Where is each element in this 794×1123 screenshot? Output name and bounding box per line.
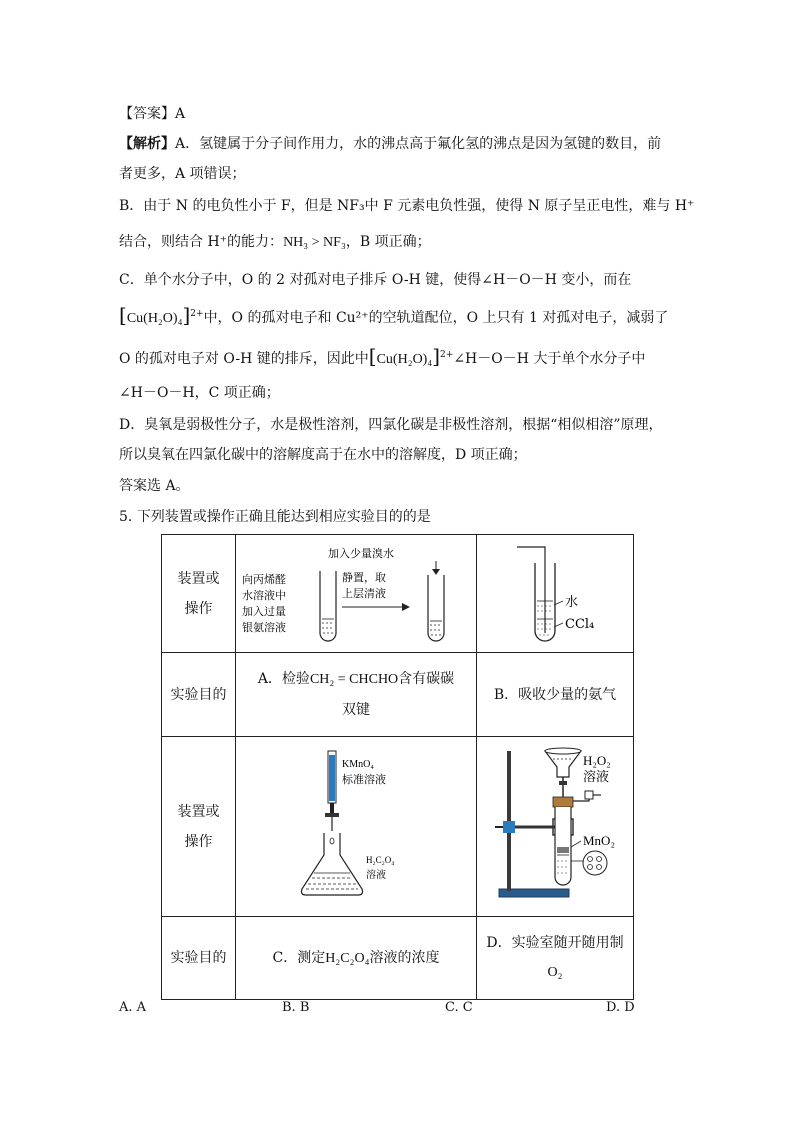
answer-line	[119, 104, 185, 124]
fig-d-sol-label: 溶液	[583, 770, 610, 785]
question-stem: 下列装置或操作正确且能达到相应实验目的的是	[136, 509, 431, 525]
fig-c-sol-label: 溶液	[366, 870, 386, 881]
fig-d-mno2-label: MnO₂	[583, 833, 615, 848]
figure-b-cell	[477, 535, 634, 653]
bracket-open-2: [	[368, 344, 377, 368]
c-line2-suffix: 中，O 的孤对电子和 Cu²⁺的空轨道配位，O 上只有 1 对孤对电子，减弱了	[203, 310, 669, 326]
table-row-setup-2	[162, 737, 634, 917]
fig-b-ccl4-label: CCl₄	[565, 617, 595, 632]
figure-b-diagram	[477, 535, 633, 648]
table-row-purpose-1	[162, 653, 634, 737]
option-d[interactable]: D. D	[606, 1000, 635, 1015]
arrow-right-icon	[402, 603, 410, 611]
analysis-c-line2	[119, 304, 668, 329]
fig-c-kmno4-label: KMnO₄	[342, 759, 374, 770]
purpose-c-suffix: 溶液的浓度	[369, 949, 440, 966]
option-a[interactable]: A. A	[119, 1000, 147, 1015]
row-label-setup-2	[162, 737, 236, 917]
analysis-a-line2: 者更多，A 项错误；	[119, 166, 246, 182]
purpose-c-cell	[236, 917, 477, 1000]
figure-a-diagram	[236, 535, 476, 648]
fig-a-left-line3: 加入过量	[242, 605, 286, 618]
fig-a-left-line2: 水溶液中	[242, 589, 286, 602]
question-number: 5.	[119, 509, 133, 525]
fig-d-h2o2-label: H₂O₂	[583, 753, 611, 768]
purpose-d-line1: D．实验室随开随用制	[486, 935, 624, 951]
analysis-c-line1: C．单个水分子中，O 的 2 对孤对电子排斥 O-H 键，使得∠H－O－H 变小，而在	[119, 272, 632, 288]
particle-magnifier-icon	[571, 851, 607, 875]
analysis-d-line2: 所以臭氧在四氯化碳中的溶解度高于在水中的溶解度，D 项正确；	[119, 447, 527, 463]
question-table	[161, 534, 634, 1000]
table-row-setup-1	[162, 535, 634, 653]
analysis-conclusion: 答案选 A。	[119, 478, 190, 494]
analysis-a-text1: A．氢键属于分子间作用力，水的沸点高于氟化氢的沸点是因为氢键的数目，前	[175, 136, 662, 152]
purpose-c-formula: H₂C₂O₄	[325, 950, 370, 966]
fig-a-left-line4: 银氨溶液	[242, 621, 286, 634]
fig-a-top-label: 加入少量溴水	[328, 547, 394, 560]
b-line2-suffix: ，B 项正确；	[345, 234, 431, 250]
purpose-a-prefix: A．检验	[257, 671, 310, 687]
answer-label: 【答案】	[119, 106, 175, 122]
reaction-tube	[555, 807, 571, 885]
c-line3-prefix: O 的孤对电子对 O-H 键的排斥，因此中	[119, 351, 369, 367]
purpose-d-cell	[477, 917, 634, 1000]
fig-a-mid-line1: 静置，取	[342, 571, 386, 584]
purpose-a-line2: 双键	[342, 702, 370, 718]
figure-d-cell	[477, 737, 634, 917]
purpose-a-suffix: 含有碳碳	[398, 671, 455, 687]
c-line3-suffix: ∠H－O－H 大于单个水分子中	[453, 351, 646, 367]
bracket-close-2: ]	[432, 344, 441, 368]
analysis-label: 【解析】	[119, 136, 175, 152]
fig-c-h2c2o4-label: H₂C₂O₄	[366, 855, 395, 865]
option-b[interactable]: B. B	[282, 1000, 310, 1015]
fig-b-water-label: 水	[565, 595, 579, 610]
row-label-purpose-2: 实验目的	[162, 917, 236, 1000]
row-label-setup-2-text: 装置或操作	[177, 803, 220, 850]
figure-a-cell	[236, 535, 477, 653]
analysis-c-line3	[119, 345, 645, 370]
figure-c-diagram	[236, 737, 476, 912]
figure-c-cell	[236, 737, 477, 917]
c-charge-2: 2+	[440, 350, 454, 360]
purpose-a-line1	[236, 664, 476, 695]
question-stem-line	[119, 507, 431, 527]
purpose-a-formula: CH₂ = CHCHO	[309, 672, 399, 687]
analysis-a-line1	[119, 134, 661, 154]
rubber-stopper	[553, 797, 573, 807]
purpose-a-cell	[236, 653, 477, 737]
test-tube-right	[428, 575, 444, 641]
analysis-d-line1: D．臭氧是弱极性分子，水是极性溶剂，四氯化碳是非极性溶剂，根据“相似相溶”原理，	[119, 417, 663, 433]
answer-value: A	[175, 106, 186, 122]
row-label-setup-1	[162, 535, 236, 653]
row-label-purpose-1: 实验目的	[162, 653, 236, 737]
bracket-close: ]	[182, 303, 191, 327]
purpose-c-prefix: C．测定	[272, 949, 326, 966]
drop-icon	[330, 838, 334, 844]
c-complex: Cu(H₂O)₄	[126, 311, 183, 326]
row-label-setup-1-text: 装置或操作	[177, 570, 220, 617]
purpose-b-cell: B．吸收少量的氨气	[477, 653, 634, 737]
bracket-open: [	[119, 303, 127, 327]
c-charge: 2+	[190, 309, 204, 319]
c-complex-2: Cu(H₂O)₄	[376, 352, 433, 367]
b-line2-prefix: 结合，则结合 H⁺的能力：	[119, 234, 284, 250]
option-c[interactable]: C. C	[445, 1000, 473, 1015]
fig-c-std-label: 标准溶液	[342, 773, 386, 786]
test-tube-left	[320, 571, 336, 641]
b-formula: NH₃ > NF₃	[283, 235, 346, 250]
burette	[325, 751, 339, 831]
table-row-purpose-2	[162, 917, 634, 1000]
gas-outlet	[569, 791, 601, 801]
figure-d-diagram	[477, 737, 633, 912]
analysis-b-line1: B．由于 N 的电负性小于 F，但是 NF₃中 F 元素电负性强，使得 N 原子呈正电性，难与 H⁺	[119, 198, 695, 214]
fig-a-left-line1: 向丙烯醛	[242, 573, 286, 586]
fig-a-mid-line2: 上层清液	[342, 587, 386, 600]
analysis-b-line2	[119, 232, 431, 253]
answer-options	[119, 1000, 639, 1020]
purpose-d-line2: O₂	[547, 965, 563, 980]
analysis-c-line4: ∠H－O－H，C 项正确；	[119, 385, 280, 401]
